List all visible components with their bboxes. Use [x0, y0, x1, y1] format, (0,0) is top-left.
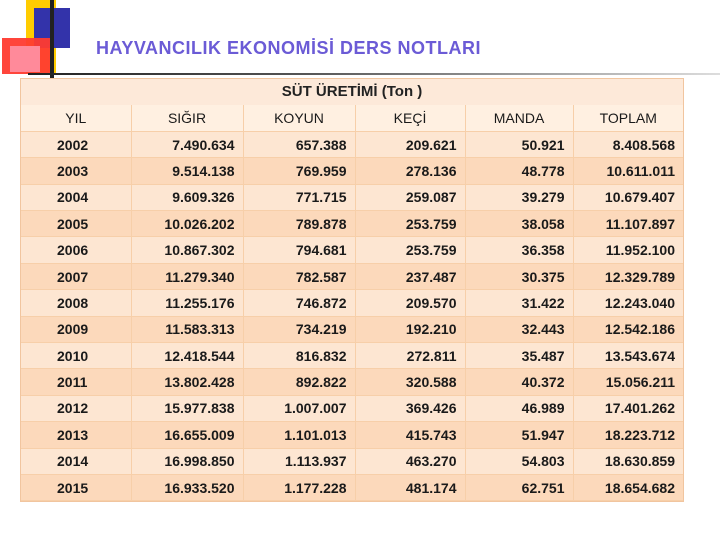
- cell-goat: 415.743: [355, 422, 465, 448]
- decor-vertical-line: [50, 0, 54, 78]
- data-table: [21, 105, 683, 501]
- title-underline: [28, 73, 720, 75]
- cell-sheep: 1.113.937: [243, 448, 355, 474]
- cell-goat: 209.621: [355, 131, 465, 157]
- cell-year: 2007: [21, 263, 131, 289]
- cell-sheep: 816.832: [243, 343, 355, 369]
- cell-goat: 253.759: [355, 237, 465, 263]
- cell-sheep: 734.219: [243, 316, 355, 342]
- cell-year: 2012: [21, 395, 131, 421]
- cell-buffalo: 62.751: [465, 474, 573, 500]
- table-row: [21, 211, 683, 237]
- table-row: [21, 422, 683, 448]
- cell-sheep: 1.007.007: [243, 395, 355, 421]
- header-row: [21, 105, 683, 131]
- table-row: [21, 395, 683, 421]
- cell-year: 2014: [21, 448, 131, 474]
- cell-total: 17.401.262: [573, 395, 683, 421]
- cell-total: 12.542.186: [573, 316, 683, 342]
- cell-total: 18.630.859: [573, 448, 683, 474]
- cell-goat: 278.136: [355, 158, 465, 184]
- cell-sheep: 794.681: [243, 237, 355, 263]
- cell-year: 2010: [21, 343, 131, 369]
- cell-cattle: 13.802.428: [131, 369, 243, 395]
- cell-cattle: 12.418.544: [131, 343, 243, 369]
- cell-buffalo: 40.372: [465, 369, 573, 395]
- cell-buffalo: 54.803: [465, 448, 573, 474]
- cell-year: 2009: [21, 316, 131, 342]
- cell-buffalo: 39.279: [465, 184, 573, 210]
- cell-goat: 259.087: [355, 184, 465, 210]
- cell-buffalo: 48.778: [465, 158, 573, 184]
- cell-goat: 192.210: [355, 316, 465, 342]
- table-row: [21, 290, 683, 316]
- cell-goat: 481.174: [355, 474, 465, 500]
- cell-sheep: 789.878: [243, 211, 355, 237]
- cell-total: 15.056.211: [573, 369, 683, 395]
- decor-pink-block: [10, 46, 40, 72]
- cell-total: 11.952.100: [573, 237, 683, 263]
- cell-buffalo: 46.989: [465, 395, 573, 421]
- table-body: [21, 131, 683, 500]
- cell-cattle: 16.933.520: [131, 474, 243, 500]
- cell-sheep: 782.587: [243, 263, 355, 289]
- cell-cattle: 11.255.176: [131, 290, 243, 316]
- cell-goat: 463.270: [355, 448, 465, 474]
- cell-total: 10.679.407: [573, 184, 683, 210]
- cell-total: 11.107.897: [573, 211, 683, 237]
- cell-cattle: 15.977.838: [131, 395, 243, 421]
- cell-cattle: 11.279.340: [131, 263, 243, 289]
- cell-goat: 320.588: [355, 369, 465, 395]
- table-row: [21, 448, 683, 474]
- cell-cattle: 11.583.313: [131, 316, 243, 342]
- table-row: [21, 474, 683, 500]
- cell-sheep: 892.822: [243, 369, 355, 395]
- cell-buffalo: 32.443: [465, 316, 573, 342]
- cell-goat: 237.487: [355, 263, 465, 289]
- cell-total: 18.654.682: [573, 474, 683, 500]
- table-row: [21, 369, 683, 395]
- cell-year: 2011: [21, 369, 131, 395]
- cell-goat: 369.426: [355, 395, 465, 421]
- cell-total: 10.611.011: [573, 158, 683, 184]
- table-row: [21, 158, 683, 184]
- cell-total: 18.223.712: [573, 422, 683, 448]
- table-row: [21, 263, 683, 289]
- column-header-goat: KEÇİ: [355, 105, 465, 131]
- cell-total: 12.329.789: [573, 263, 683, 289]
- table-row: [21, 184, 683, 210]
- cell-buffalo: 51.947: [465, 422, 573, 448]
- cell-buffalo: 30.375: [465, 263, 573, 289]
- cell-buffalo: 38.058: [465, 211, 573, 237]
- cell-goat: 253.759: [355, 211, 465, 237]
- table-row: [21, 343, 683, 369]
- cell-year: 2004: [21, 184, 131, 210]
- cell-sheep: 1.177.228: [243, 474, 355, 500]
- cell-year: 2006: [21, 237, 131, 263]
- cell-cattle: 10.867.302: [131, 237, 243, 263]
- cell-total: 12.243.040: [573, 290, 683, 316]
- cell-sheep: 771.715: [243, 184, 355, 210]
- cell-buffalo: 36.358: [465, 237, 573, 263]
- table-row: [21, 316, 683, 342]
- cell-goat: 209.570: [355, 290, 465, 316]
- page-title: HAYVANCILIK EKONOMİSİ DERS NOTLARI: [96, 38, 482, 58]
- table-row: [21, 237, 683, 263]
- cell-year: 2002: [21, 131, 131, 157]
- cell-total: 8.408.568: [573, 131, 683, 157]
- cell-year: 2013: [21, 422, 131, 448]
- cell-cattle: 9.514.138: [131, 158, 243, 184]
- cell-buffalo: 50.921: [465, 131, 573, 157]
- cell-total: 13.543.674: [573, 343, 683, 369]
- cell-cattle: 9.609.326: [131, 184, 243, 210]
- cell-buffalo: 31.422: [465, 290, 573, 316]
- table-caption: SÜT ÜRETİMİ (Ton ): [21, 79, 683, 105]
- table-row: [21, 131, 683, 157]
- cell-year: 2008: [21, 290, 131, 316]
- cell-cattle: 7.490.634: [131, 131, 243, 157]
- cell-year: 2015: [21, 474, 131, 500]
- cell-buffalo: 35.487: [465, 343, 573, 369]
- cell-sheep: 657.388: [243, 131, 355, 157]
- cell-cattle: 16.998.850: [131, 448, 243, 474]
- column-header-year: YIL: [21, 105, 131, 131]
- cell-sheep: 769.959: [243, 158, 355, 184]
- column-header-buffalo: MANDA: [465, 105, 573, 131]
- cell-goat: 272.811: [355, 343, 465, 369]
- cell-cattle: 16.655.009: [131, 422, 243, 448]
- cell-year: 2003: [21, 158, 131, 184]
- milk-production-table: [20, 78, 684, 502]
- cell-year: 2005: [21, 211, 131, 237]
- cell-sheep: 1.101.013: [243, 422, 355, 448]
- column-header-cattle: SIĞIR: [131, 105, 243, 131]
- column-header-sheep: KOYUN: [243, 105, 355, 131]
- cell-sheep: 746.872: [243, 290, 355, 316]
- cell-cattle: 10.026.202: [131, 211, 243, 237]
- column-header-total: TOPLAM: [573, 105, 683, 131]
